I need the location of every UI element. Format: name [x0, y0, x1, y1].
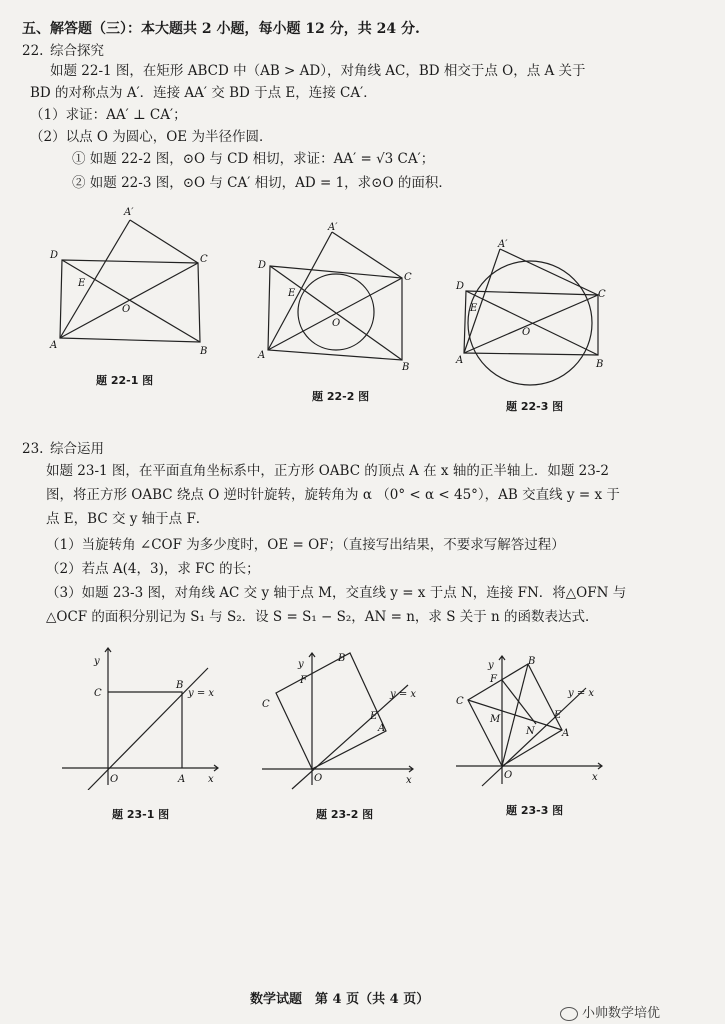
q22-part2b: ② 如题 22-3 图，⊙O 与 CA′ 相切，AD = 1，求⊙O 的面积．	[72, 175, 452, 191]
q23-part3a: （3）如题 23-3 图，对角线 AC 交 y 轴于点 M，交直线 y = x 于点 N，连接 FN．将△OFN 与	[46, 585, 627, 601]
label-O: O	[522, 327, 531, 338]
label-yx: y = x	[188, 688, 215, 699]
label-B: B	[200, 346, 208, 357]
label-E: E	[370, 711, 378, 722]
figure-23-3	[452, 650, 617, 790]
label-x: x	[406, 775, 412, 786]
label-A: A	[562, 728, 570, 739]
label-B: B	[596, 359, 604, 370]
figure-23-1	[58, 640, 228, 790]
label-E: E	[288, 288, 296, 299]
watermark-text: 小帅数学培优	[582, 1006, 661, 1021]
label-C: C	[404, 272, 412, 283]
label-x: x	[592, 772, 598, 783]
q22-text-line1: 如题 22-1 图，在矩形 ABCD 中（AB > AD），对角线 AC，BD 相交于点 O，点 A 关于	[50, 63, 586, 79]
label-F: F	[300, 675, 307, 686]
figure-22-3	[450, 235, 615, 395]
label-A: A	[178, 774, 186, 785]
label-A: A	[378, 723, 386, 734]
label-A-prime: A′	[328, 222, 338, 233]
label-y: y	[488, 660, 494, 671]
q23-text-line2: 图，将正方形 OABC 绕点 O 逆时针旋转，旋转角为 α （0° < α < 45°），AB 交直线 y = x 于	[46, 487, 620, 503]
q23-number: 23.	[22, 441, 44, 457]
q22-part2: （2）以点 O 为圆心，OE 为半径作圆．	[30, 129, 273, 145]
label-O: O	[122, 304, 131, 315]
label-C: C	[456, 696, 464, 707]
label-E: E	[470, 303, 478, 314]
label-A-prime: A′	[498, 239, 508, 250]
label-O: O	[504, 770, 513, 781]
label-N: N	[526, 726, 535, 737]
label-B: B	[176, 680, 184, 691]
label-x: x	[208, 774, 214, 785]
q23-title: 综合运用	[50, 441, 104, 457]
label-B: B	[528, 656, 536, 667]
caption-23-1: 题 23-1 图	[112, 808, 170, 821]
q22-text-line2: BD 的对称点为 A′．连接 AA′ 交 BD 于点 E，连接 CA′．	[30, 85, 377, 101]
watermark	[560, 1002, 660, 1021]
label-O: O	[314, 773, 323, 784]
figure-23-2	[258, 645, 423, 790]
label-C: C	[262, 699, 270, 710]
label-C: C	[200, 254, 208, 265]
label-A: A	[258, 350, 266, 361]
label-C: C	[94, 688, 102, 699]
q23-part2: （2）若点 A(4，3)，求 FC 的长；	[46, 561, 260, 577]
figure-22-2	[252, 218, 422, 378]
page-footer: 数学试题 第 4 页（共 4 页）	[250, 992, 430, 1007]
label-y: y	[94, 656, 100, 667]
q22-title: 综合探究	[50, 43, 104, 59]
caption-22-2: 题 22-2 图	[312, 390, 370, 403]
label-O: O	[110, 774, 119, 785]
label-yx: y = x	[390, 689, 417, 700]
label-A-prime: A′	[124, 207, 134, 218]
label-A: A	[456, 355, 464, 366]
caption-23-3: 题 23-3 图	[506, 804, 564, 817]
label-E: E	[78, 278, 86, 289]
label-M: M	[490, 714, 501, 725]
q23-text-line3: 点 E，BC 交 y 轴于点 F．	[46, 511, 210, 527]
label-F: F	[490, 674, 497, 685]
q23-part3b: △OCF 的面积分别记为 S₁ 与 S₂．设 S = S₁ − S₂，AN = n，求 S 关于 n 的函数表达式．	[46, 609, 599, 625]
label-B: B	[402, 362, 410, 373]
label-B: B	[338, 653, 346, 664]
q23-part1: （1）当旋转角 ∠COF 为多少度时，OE = OF；（直接写出结果，不要求写解答过程）	[46, 537, 565, 553]
figure-22-1	[40, 200, 220, 360]
wechat-icon	[560, 1007, 578, 1021]
label-C: C	[598, 289, 606, 300]
label-D: D	[456, 281, 465, 292]
label-D: D	[50, 250, 59, 261]
label-E: E	[554, 710, 562, 721]
q23-text-line1: 如题 23-1 图，在平面直角坐标系中，正方形 OABC 的顶点 A 在 x 轴的正半轴上．如题 23-2	[46, 463, 609, 479]
label-yx: y = x	[568, 688, 595, 699]
q22-number: 22.	[22, 43, 44, 59]
section-title: 五、解答题（三）：本大题共 2 小题，每小题 12 分，共 24 分.	[22, 21, 420, 37]
q22-part1: （1）求证：AA′ ⊥ CA′；	[30, 107, 187, 123]
label-A: A	[50, 340, 58, 351]
label-O: O	[332, 318, 341, 329]
caption-23-2: 题 23-2 图	[316, 808, 374, 821]
caption-22-1: 题 22-1 图	[96, 374, 154, 387]
label-y: y	[298, 659, 304, 670]
caption-22-3: 题 22-3 图	[506, 400, 564, 413]
q22-part2a: ① 如题 22-2 图，⊙O 与 CD 相切，求证：AA′ = √3 CA′；	[72, 151, 435, 167]
label-D: D	[258, 260, 267, 271]
